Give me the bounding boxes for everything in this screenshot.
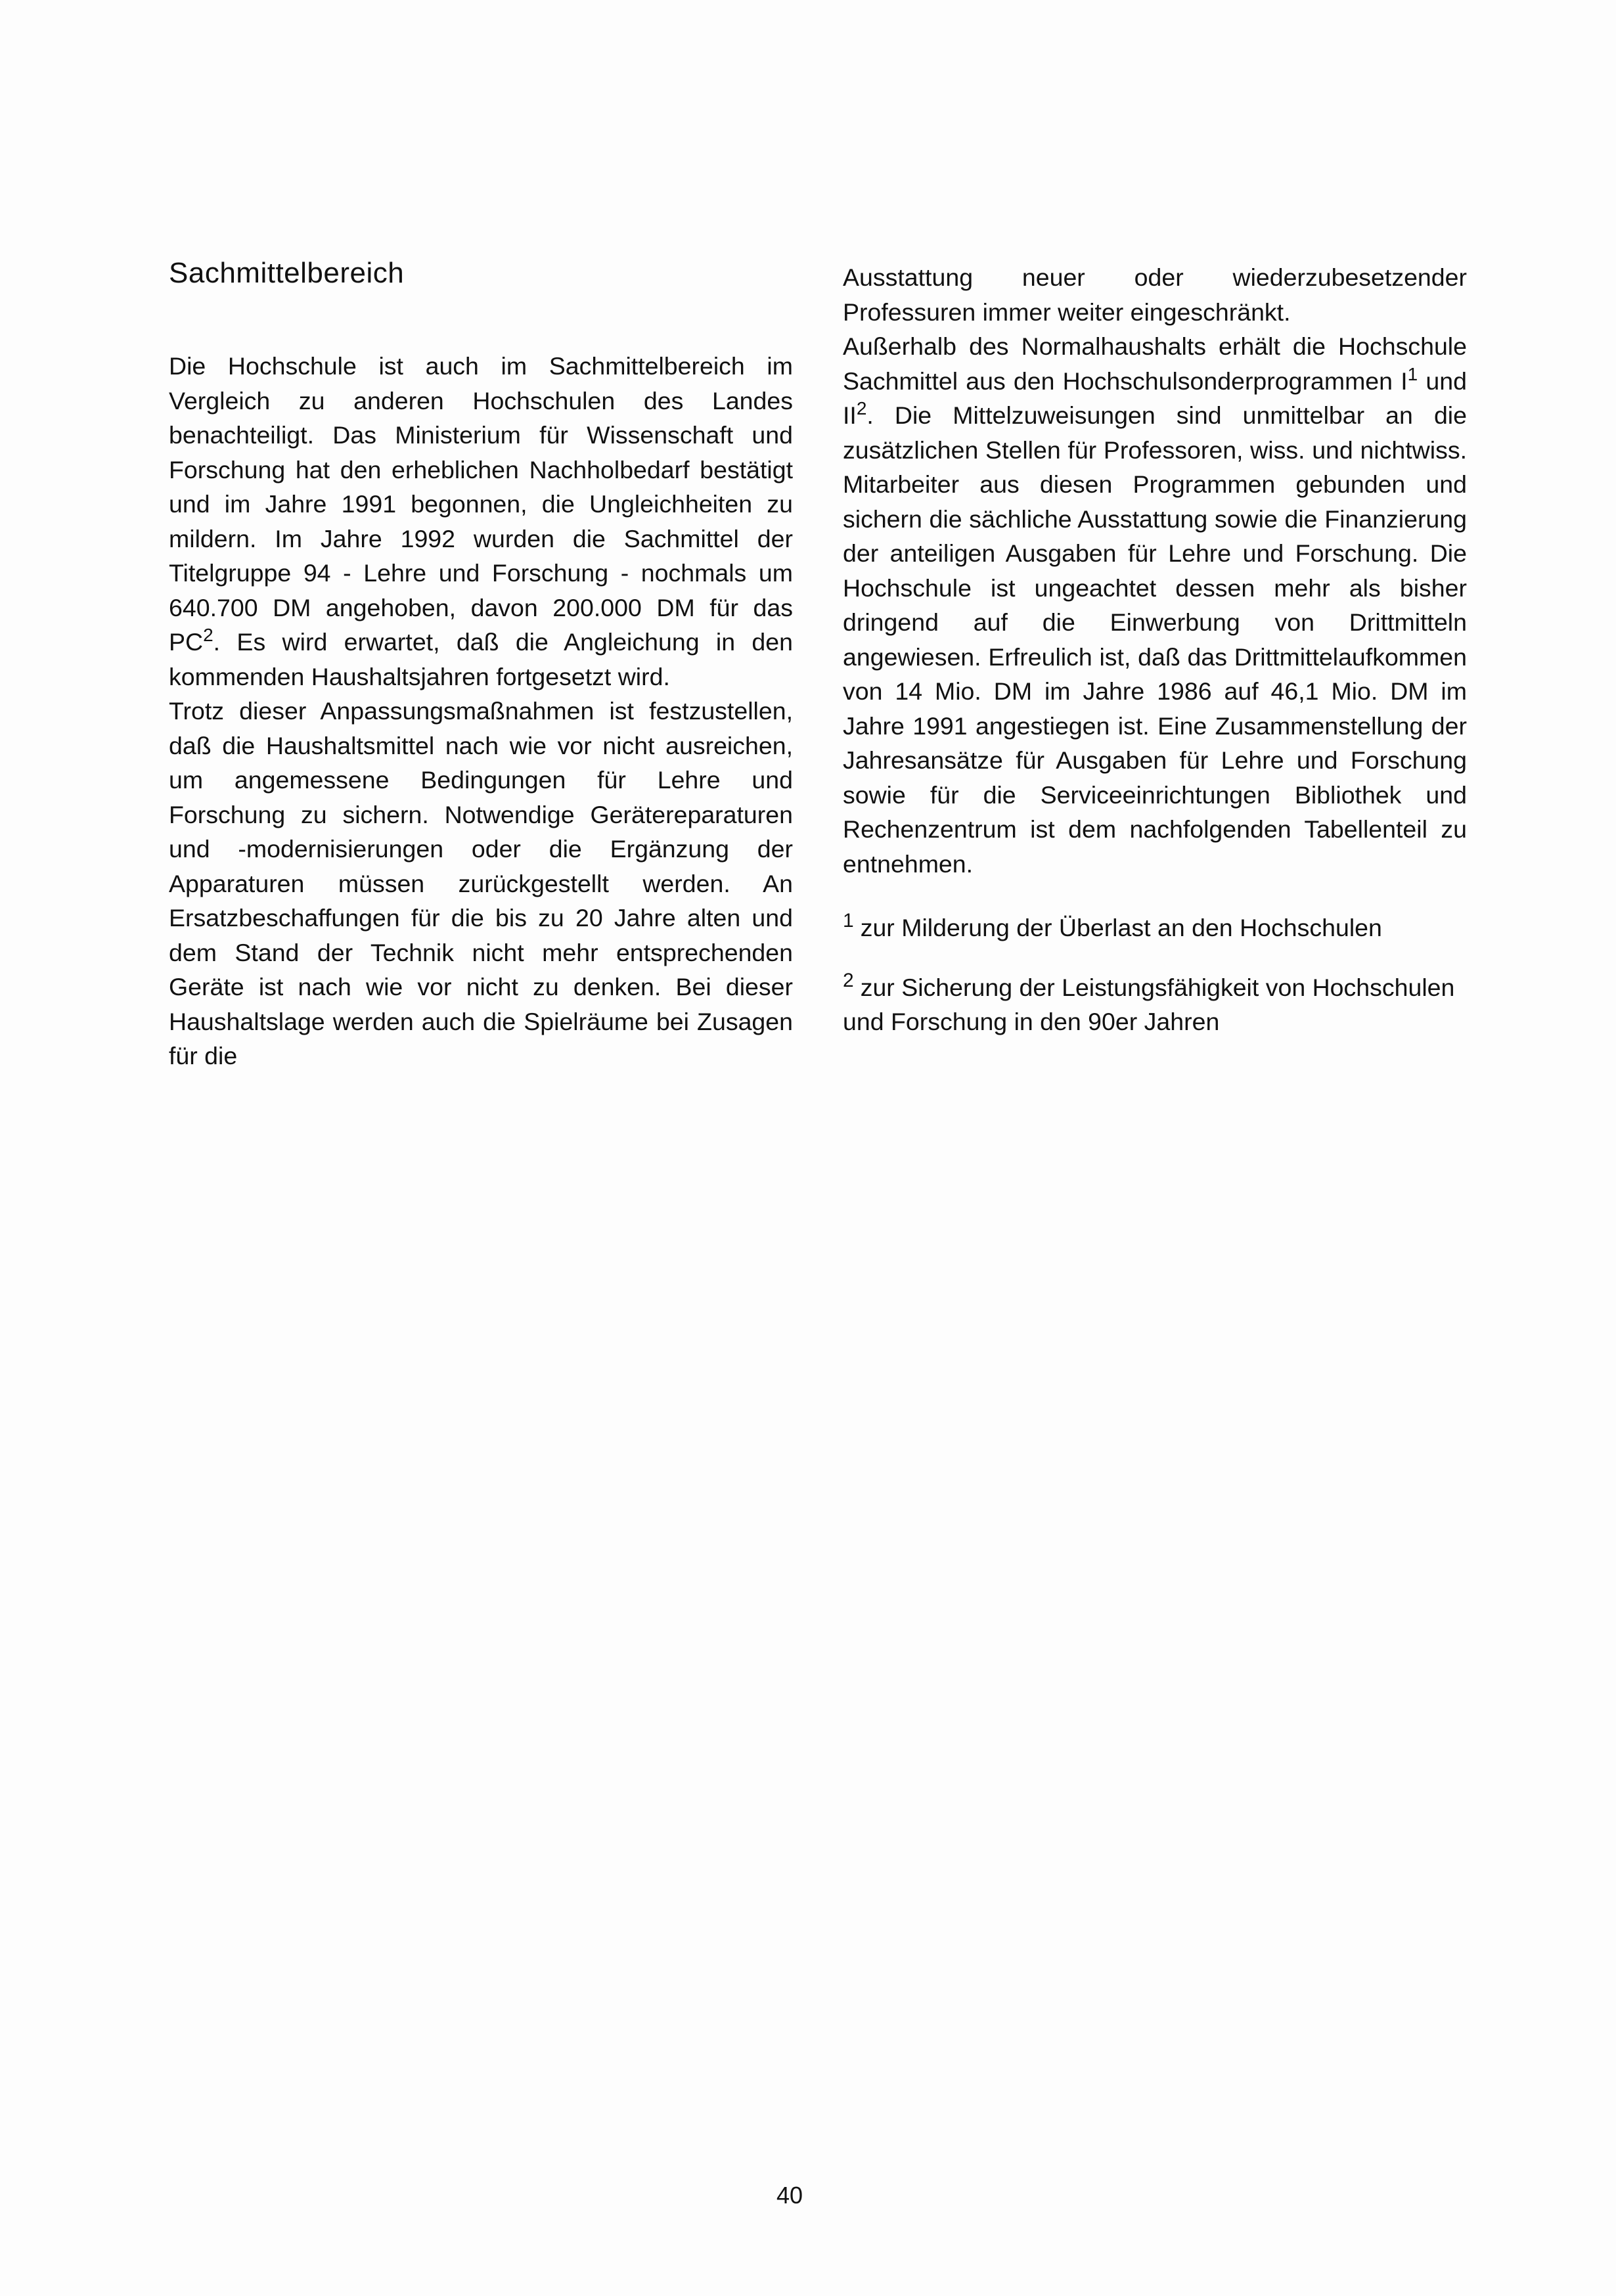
paragraph-text: . Die Mittelzuweisungen sind unmittelbar an die zusätzlichen Stellen für Professoren, wiss. und nichtwiss. Mitarbeiter aus diesen Programmen gebunden und sichern die sächliche Ausstattung sowie die Finanzierung der anteiligen Ausgaben für Lehre und Forschung. Die Hochschule ist ungeachtet dessen mehr als bisher dringend auf die Einwerbung von Drittmitteln angewiesen. Erfreulich ist, daß das Drittmittelaufkommen von 14 Mio. DM im Jahre 1986 auf 46,1 Mio. DM im Jahre 1991 angestiegen ist. Eine Zusammenstellung der Jahresansätze für Ausgaben für Lehre und Forschung sowie für die Serviceeinrichtungen Bibliothek und Rechenzentrum ist dem nachfolgenden Tabellenteil zu entnehmen. — [843, 401, 1467, 878]
footnote-1 — [843, 911, 1467, 945]
page-number: 40 — [776, 2182, 803, 2209]
section-heading: Sachmittelbereich — [169, 257, 405, 289]
right-column — [843, 260, 1467, 1064]
footnote-2 — [843, 970, 1467, 1039]
left-column — [169, 255, 793, 1073]
footnote-mark: 1 — [843, 910, 854, 932]
footnote-mark: 2 — [843, 969, 854, 991]
footnote-reference: 2 — [203, 625, 213, 645]
footnotes — [843, 911, 1467, 1039]
paragraph-sachmittel-intro — [169, 349, 793, 694]
footnote-text: zur Sicherung der Leistungsfähigkeit von Hochschulen und Forschung in den 90er Jahren — [843, 973, 1455, 1035]
paragraph-text: und II — [843, 367, 1467, 429]
paragraph-sonderprogramme — [843, 329, 1467, 881]
footnote-reference: 2 — [856, 398, 867, 418]
footnote-reference: 1 — [1407, 363, 1418, 384]
paragraph-text: Außerhalb des Normalhaushalts erhält die Hochschule Sachmittel aus den Hochschulsonderprogrammen I — [843, 332, 1467, 395]
paragraph-ausstattung: Ausstattung neuer oder wiederzubesetzender Professuren immer weiter eingeschränkt. — [843, 263, 1467, 326]
paragraph-text: Die Hochschule ist auch im Sachmittelbereich im Vergleich zu anderen Hochschulen des Landes benachteiligt. Das Ministerium für Wissenschaft und Forschung hat den erheblichen Nachholbedarf bestätigt und im Jahre 1991 begonnen, die Ungleichheiten zu mildern. Im Jahre 1992 wurden die Sachmittel der Titelgruppe 94 - Lehre und Forschung - nochmals um 640.700 DM angehoben, davon 200.000 DM für das PC — [169, 352, 793, 656]
paragraph-text: . Es wird erwartet, daß die Angleichung in den kommenden Haushaltsjahren fortgesetzt wird. — [169, 628, 793, 690]
paragraph-anpassung: Trotz dieser Anpassungsmaßnahmen ist festzustellen, daß die Haushaltsmittel nach wie vor nicht ausreichen, um angemessene Bedingungen für Lehre und Forschung zu sichern. Notwendige Gerätereparaturen und -modernisierungen oder die Ergänzung der Apparaturen müssen zurückgestellt werden. An Ersatzbeschaffungen für die bis zu 20 Jahre alten und dem Stand der Technik nicht mehr entsprechenden Geräte ist nach wie vor nicht zu denken. Bei dieser Haushaltslage werden auch die Spielräume bei Zusagen für die — [169, 697, 793, 1069]
footnote-text: zur Milderung der Überlast an den Hochschulen — [860, 914, 1382, 941]
